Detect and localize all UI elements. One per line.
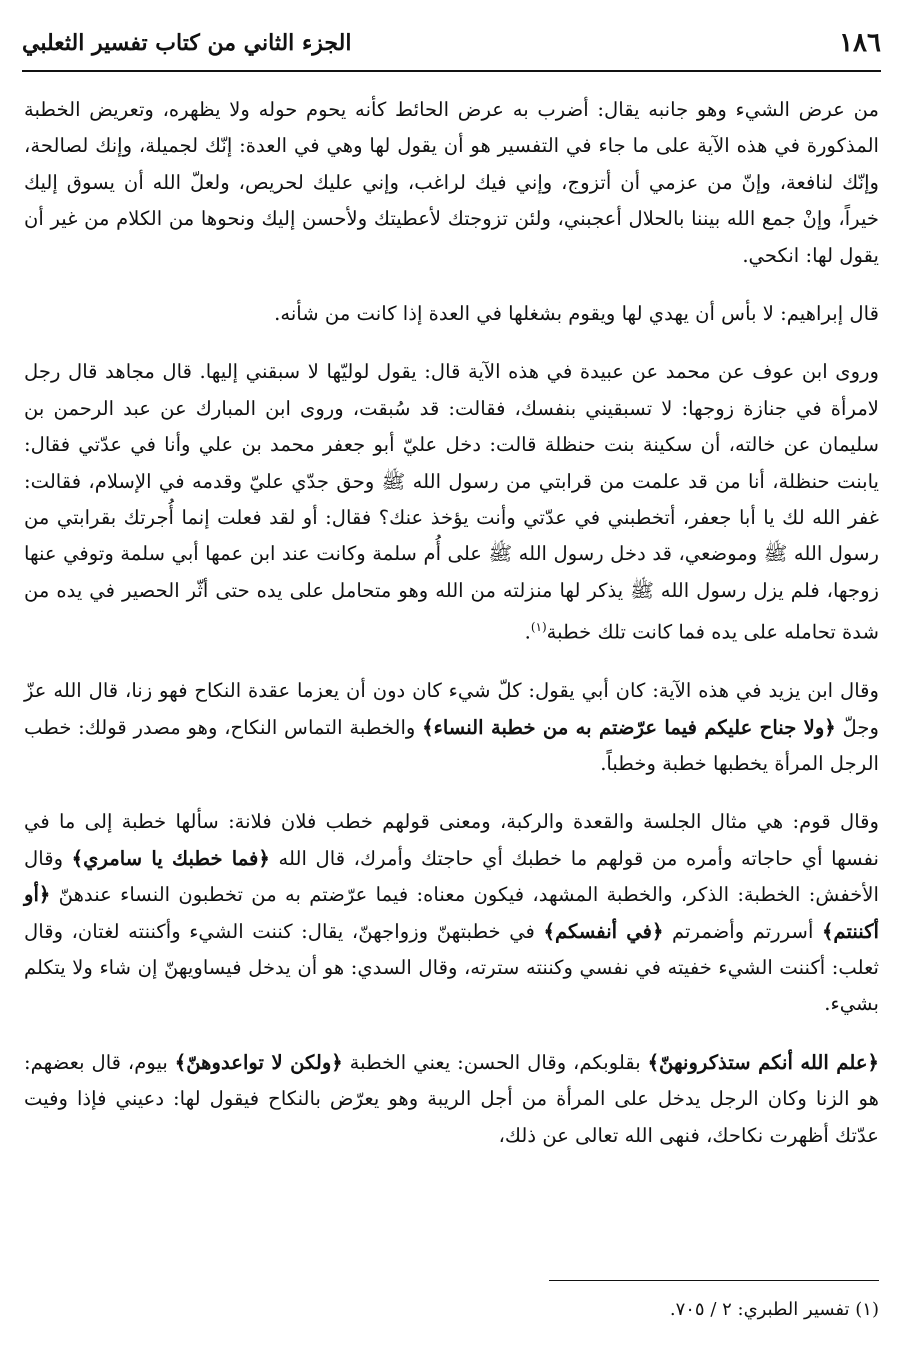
paragraph-6-text-b: بيوم، قال بعضهم: هو الزنا وكان الرجل يدخل على المرأة من أجل الريبة وهو يعرّض بالنكاح فيقول لها: دعيني فإذا وفيت عدّتك أظهرت نكاحك، فنهى الله تعالى عن ذلك، bbox=[24, 1050, 879, 1147]
paragraph-5-text-a: وقال قوم: هي مثال الجلسة والقعدة والركبة، ومعنى قولهم خطب فلان فلانة: سألها خطبة إلى ما في نفسها أي حاجاته وأمره من قولهم ما خطبك أي حاجتك وأمرك، قال الله bbox=[24, 810, 879, 870]
page-header bbox=[22, 26, 881, 66]
paragraph-2-text: قال إبراهيم: لا بأس أن يهدي لها ويقوم بشغلها في العدة إذا كانت من شأنه. bbox=[274, 302, 879, 326]
paragraph-4-text-b: والخطبة التماس النكاح، وهو مصدر قولك: خطب الرجل المرأة يخطبها خطبة وخطباً. bbox=[24, 715, 879, 776]
quran-quote: ﴿ولا جناح عليكم فيما عرّضتم به من خطبة النساء﴾ bbox=[422, 715, 836, 739]
paragraph-5-text-c: أسررتم وأضمرتم bbox=[663, 919, 822, 943]
quran-quote: ﴿فما خطبك يا سامري﴾ bbox=[71, 846, 270, 870]
paragraph-5-text-b: وقال الأخفش: الخطبة: الذكر، والخطبة المشهد، فيكون معناه: فيما عرّضتم به من تخطبون النساء عندهنّ bbox=[24, 846, 879, 907]
header-rule bbox=[22, 70, 881, 72]
quran-quote: ﴿أو أكننتم﴾ bbox=[24, 883, 879, 943]
quran-quote: ﴿علم الله أنكم ستذكرونهنّ﴾ bbox=[647, 1050, 879, 1074]
footnote-rule bbox=[549, 1280, 879, 1281]
paragraph-3-text: وروى ابن عوف عن محمد عن عبيدة في هذه الآية قال: يقول لوليّها لا سبقني إليها. قال مجاهد قال رجل لامرأة في جنازة زوجها: لا تسبقيني بنفسك، فقالت: قد سُبقت، وروى ابن المبارك عن عبد الرحمن بن سليمان عن خالته، أن سكينة بنت حنظلة قالت: دخل عليّ أبو جعفر محمد بن علي وأنا في عدّتي فقال: يابنت حنظلة، أنا من قد علمت من قرابتي من رسول الله ﷺ وحق جدّي عليّ وقدمه في الإسلام، فقالت: غفر الله لك يا أبا جعفر، أتخطبني في عدّتي وأنت يؤخذ عنك؟ فقال: أو لقد فعلت إنما أُجرتك بقرابتي من رسول الله ﷺ وموضعي، قد دخل رسول الله ﷺ على أُم سلمة وكانت عند ابن عمها أبي سلمة وتوفي عنها زوجها، فلم يزل رسول الله ﷺ يذكر لها منزلته من الله وهو متحامل على يده حتى أثّر الحصير في يده من شدة تحامله على يده فما كانت تلك خطبة bbox=[24, 360, 879, 644]
paragraph-6 bbox=[24, 1045, 879, 1154]
footnote-reference: (١) bbox=[530, 620, 547, 635]
paragraph-2 bbox=[24, 296, 879, 332]
paragraph-1 bbox=[24, 92, 879, 274]
paragraph-5-text-d: في خطبتهنّ وزواجهنّ، يقال: كننت الشيء وأكننته لغتان، وقال ثعلب: أكننت الشيء خفيته في نفسي وكننته سترته، وقال السدي: هو أن يدخل فيساويهنّ إن شاء ولا يتكلم بشيء. bbox=[24, 919, 879, 1016]
footnote: (١) تفسير الطبري: ٢ / ٧٠٥. bbox=[669, 1299, 879, 1320]
page-number: ١٨٦ bbox=[839, 28, 881, 58]
paragraph-4-text-a: وقال ابن يزيد في هذه الآية: كان أبي يقول: كلّ شيء كان دون أن يعزما عقدة النكاح فهو زنا، قال الله عزّ وجلّ bbox=[24, 679, 879, 739]
main-text bbox=[24, 92, 879, 1176]
paragraph-3 bbox=[24, 354, 879, 651]
paragraph-6-text-a: بقلوبكم، وقال الحسن: يعني الخطبة bbox=[342, 1050, 648, 1074]
running-title: الجزء الثاني من كتاب تفسير الثعلبي bbox=[22, 30, 352, 56]
paragraph-4 bbox=[24, 673, 879, 782]
quran-quote: ﴿في أنفسكم﴾ bbox=[543, 919, 664, 943]
quran-quote: ﴿ولكن لا تواعدوهنّ﴾ bbox=[174, 1050, 343, 1074]
paragraph-1-text: من عرض الشيء وهو جانبه يقال: أضرب به عرض الحائط كأنه يحوم حوله ولا يظهره، وتعريض الخطبة المذكورة في هذه الآية على ما جاء في التفسير هو أن يقول لها وهي في العدة: إنّك لجميلة، وإنك لصالحة، وإنّك لنافعة، وإنّ من عزمي أن أتزوج، وإني فيك لراغب، وإني عليك لحريص، ولعلّ الله أن يسوق إليك خيراً، وإنْ جمع الله بيننا بالحلال أعجبني، ولئن تزوجتك لأعطيتك ولأحسن إليك ونحوها من الكلام من غير أن يقول لها: انكحي. bbox=[24, 98, 879, 267]
paragraph-3-end: . bbox=[524, 620, 531, 644]
paragraph-5 bbox=[24, 804, 879, 1022]
